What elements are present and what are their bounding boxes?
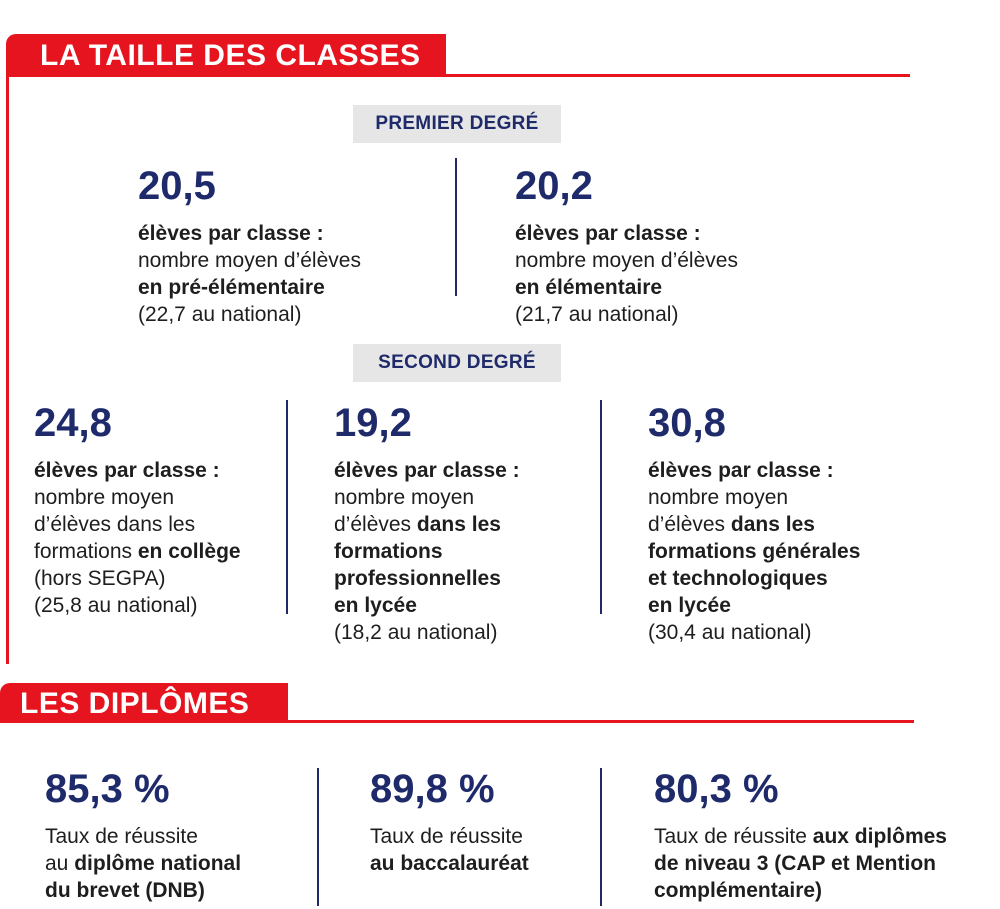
stat-text-segment: en lycée [648, 594, 731, 617]
stat-description-line [34, 592, 241, 619]
stat-description-line [515, 301, 738, 328]
diplomes-divider-2 [600, 768, 602, 906]
stat-text-segment: au baccalauréat [370, 852, 529, 875]
stat-description-line [654, 850, 947, 877]
stat-text-segment: élèves par classe : [334, 459, 520, 482]
stat-value: 19,2 [334, 401, 412, 445]
stat-text-segment: en élémentaire [515, 276, 663, 299]
stat-text-segment: (21,7 au national) [515, 303, 679, 326]
stat-description-line [138, 220, 361, 247]
stat-description-line [654, 823, 947, 850]
stat-text-segment: (30,4 au national) [648, 621, 812, 644]
stat-text-segment: Taux de réussite [370, 825, 523, 848]
stat-value: 20,2 [515, 164, 593, 208]
stat-text-segment: Taux de réussite [654, 825, 813, 848]
stat-text-segment: (hors SEGPA) [34, 567, 166, 590]
stat-description-line [654, 877, 947, 904]
section-title-diplomes: LES DIPLÔMES [0, 683, 288, 723]
stat-description-line [648, 457, 860, 484]
section-rule-diplomes [0, 720, 914, 723]
stat-description-line [34, 511, 241, 538]
stat-description-line [334, 511, 520, 538]
stat-text-segment: élèves par classe : [138, 222, 324, 245]
stat-text-segment: nombre moyen d’élèves [515, 249, 738, 272]
stat-pre-elementaire [138, 166, 361, 328]
stat-text-segment: élèves par classe : [34, 459, 220, 482]
stat-text-segment: (18,2 au national) [334, 621, 498, 644]
stat-text-segment: professionnelles [334, 567, 501, 590]
section-side-rule-classes [6, 44, 9, 664]
stat-description-line [334, 619, 520, 646]
stat-description-line [648, 619, 860, 646]
stat-description-line [648, 538, 860, 565]
stat-text-segment: Taux de réussite [45, 825, 198, 848]
stat-lycee-pro [334, 403, 520, 646]
stat-description-line [138, 247, 361, 274]
stat-text-segment: formations générales [648, 540, 861, 563]
stat-description-line [334, 592, 520, 619]
stat-value: 85,3 % [45, 767, 170, 811]
diplomes-divider-1 [317, 768, 319, 906]
stat-text-segment: élèves par classe : [648, 459, 834, 482]
stat-description-line [34, 538, 241, 565]
stat-lycee-gt [648, 403, 860, 646]
stat-description-line [45, 877, 241, 904]
stat-text-segment: nombre moyen d’élèves [138, 249, 361, 272]
stat-description-line [334, 484, 520, 511]
premier-degre-label: PREMIER DEGRÉ [353, 105, 561, 143]
stat-text-segment: nombre moyen [648, 486, 789, 509]
stat-bac [370, 769, 529, 877]
stat-description-line [334, 457, 520, 484]
stat-text-segment: élèves par classe : [515, 222, 701, 245]
stat-description-line [34, 484, 241, 511]
stat-text-segment: au [45, 852, 75, 875]
stat-text-segment: nombre moyen [334, 486, 475, 509]
stat-text-segment: dans les [416, 513, 501, 536]
stat-text-segment: en collège [137, 540, 241, 563]
stat-text-segment: (25,8 au national) [34, 594, 198, 617]
section-rule-classes [6, 74, 910, 77]
stat-description-line [648, 565, 860, 592]
stat-description-line [138, 274, 361, 301]
second-degre-divider-1 [286, 400, 288, 614]
stat-text-segment: diplôme national [74, 852, 242, 875]
stat-description-line [138, 301, 361, 328]
section-title-classes: LA TAILLE DES CLASSES [6, 34, 446, 76]
premier-degre-divider [455, 158, 457, 296]
stat-text-segment: d’élèves [648, 513, 731, 536]
stat-description-line [45, 823, 241, 850]
stat-description-line [648, 484, 860, 511]
stat-text-segment: en pré-élémentaire [138, 276, 325, 299]
stat-description-line [648, 592, 860, 619]
stat-description-line [515, 220, 738, 247]
stat-text-segment: d’élèves [334, 513, 417, 536]
stat-elementaire [515, 166, 738, 328]
second-degre-divider-2 [600, 400, 602, 614]
stat-text-segment: formations [334, 540, 443, 563]
stat-description-line [515, 247, 738, 274]
stat-text-segment: en lycée [334, 594, 417, 617]
stat-college [34, 403, 241, 619]
stat-text-segment: complémentaire) [654, 879, 823, 902]
stat-text-segment: (22,7 au national) [138, 303, 302, 326]
stat-value: 80,3 % [654, 767, 779, 811]
stat-cap [654, 769, 947, 904]
stat-text-segment: du brevet (DNB) [45, 879, 205, 902]
stat-description-line [334, 565, 520, 592]
stat-description-line [334, 538, 520, 565]
stat-text-segment: nombre moyen [34, 486, 175, 509]
stat-text-segment: aux diplômes [812, 825, 947, 848]
stat-value: 30,8 [648, 401, 726, 445]
stat-description-line [515, 274, 738, 301]
stat-text-segment: d’élèves dans les [34, 513, 196, 536]
stat-description-line [648, 511, 860, 538]
stat-text-segment: de niveau 3 (CAP et Mention [654, 852, 936, 875]
stat-value: 20,5 [138, 164, 216, 208]
stat-text-segment: dans les [730, 513, 815, 536]
stat-description-line [370, 823, 529, 850]
second-degre-label: SECOND DEGRÉ [353, 344, 561, 382]
stat-text-segment: et technologiques [648, 567, 828, 590]
stat-value: 24,8 [34, 401, 112, 445]
stat-description-line [34, 565, 241, 592]
stat-dnb [45, 769, 241, 904]
stat-text-segment: formations [34, 540, 138, 563]
stat-description-line [45, 850, 241, 877]
stat-description-line [370, 850, 529, 877]
stat-value: 89,8 % [370, 767, 495, 811]
stat-description-line [34, 457, 241, 484]
